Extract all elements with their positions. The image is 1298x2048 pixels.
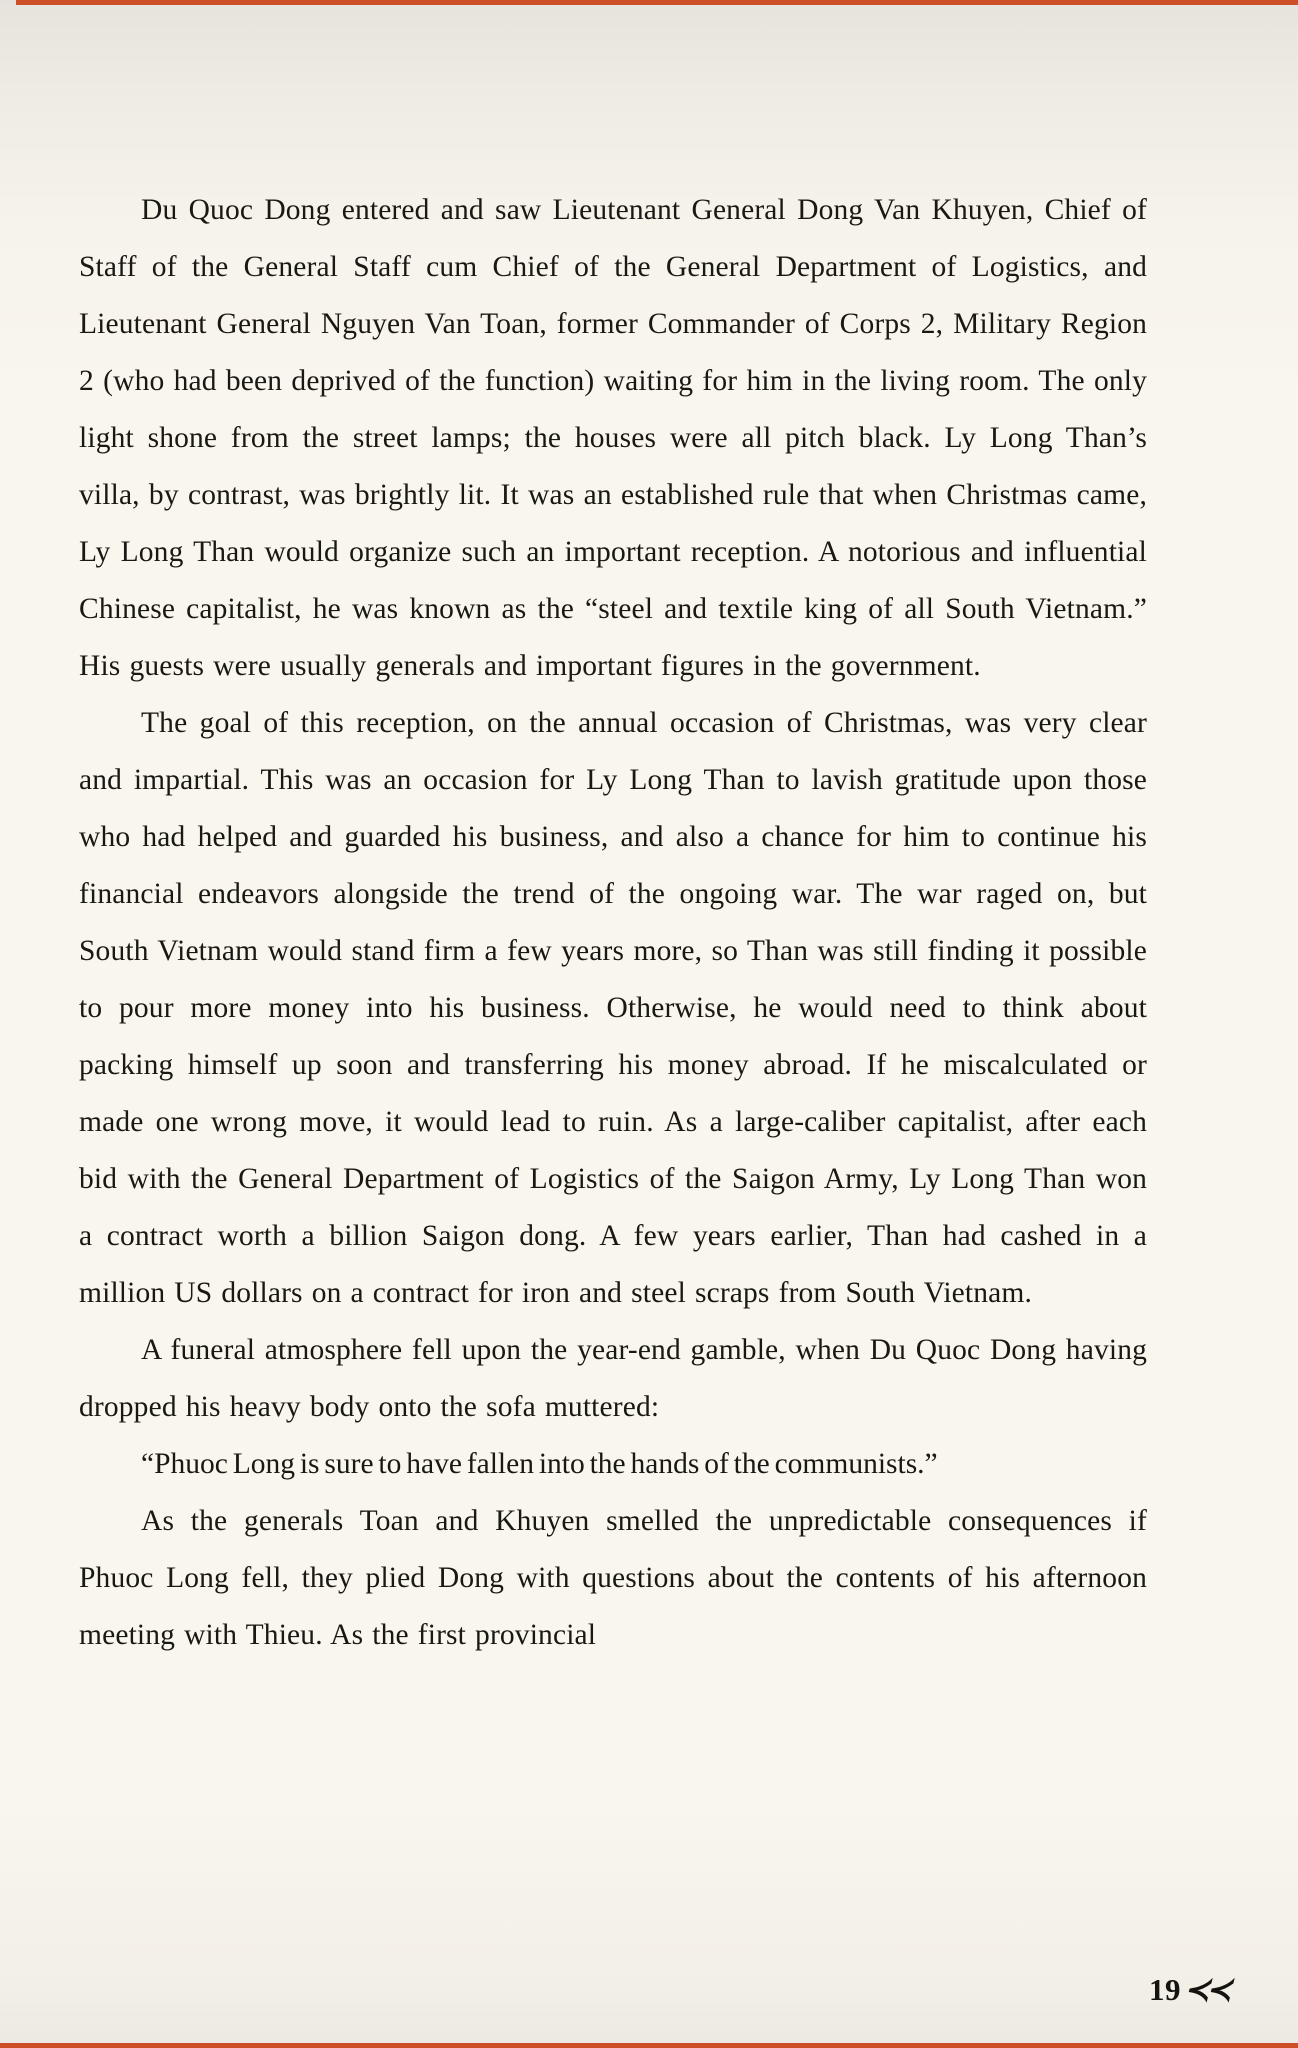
paragraph-3: A funeral atmosphere fell upon the year-end gamble, when Du Quoc Dong having dropped his heavy body onto the sofa muttered: [79, 1334, 1147, 1423]
scan-edge-top [16, 0, 1298, 5]
paragraph-1: Du Quoc Dong entered and saw Lieutenant General Dong Van Khuyen, Chief of Staff of the General Staff cum Chief of the General Department of Logistics, and Lieutenant General Nguyen Van Toan, former Commander of Corps 2, Military Region 2 (who had been deprived of the function) waiting for him in the living room. The only light shone from the street lamps; the houses were all pitch black. Ly Long Than’s villa, by contrast, was brightly lit. It was an established rule that when Christmas came, Ly Long Than would organize such an important reception. A notorious and influential Chinese capitalist, he was known as the “steel and textile king of all South Vietnam.” His guests were usually generals and important figures in the government. [79, 194, 1147, 682]
page-number: 19 [1149, 1972, 1182, 2007]
paragraph-4-dialogue: “Phuoc Long is sure to have fallen into the hands of the communists.” [141, 1448, 938, 1480]
paragraph-2: The goal of this reception, on the annual occasion of Christmas, was very clear and impartial. This was an occasion for Ly Long Than to lavish gratitude upon those who had helped and guarded his business, and also a chance for him to continue his financial endeavors alongside the trend of the ongoing war. The war raged on, but South Vietnam would stand firm a few years more, so Than was still finding it possible to pour more money into his business. Otherwise, he would need to think about packing himself up soon and transferring his money abroad. If he miscalculated or made one wrong move, it would lead to ruin. As a large-caliber capitalist, after each bid with the General Department of Logistics of the Saigon Army, Ly Long Than won a contract worth a billion Saigon dong. A few years earlier, Than had cashed in a million US dollars on a contract for iron and steel scraps from South Vietnam. [79, 707, 1147, 1309]
arrow-ornament: ≺≺ [1184, 1972, 1228, 2007]
page-footer [1149, 1972, 1228, 2008]
paragraph-5: As the generals Toan and Khuyen smelled the unpredictable consequences if Phuoc Long fell, they plied Dong with questions about the contents of his afternoon meeting with Thieu. As the first provincial [79, 1505, 1147, 1651]
scan-edge-bottom [0, 2043, 1298, 2048]
page-text-block [79, 182, 1147, 1664]
